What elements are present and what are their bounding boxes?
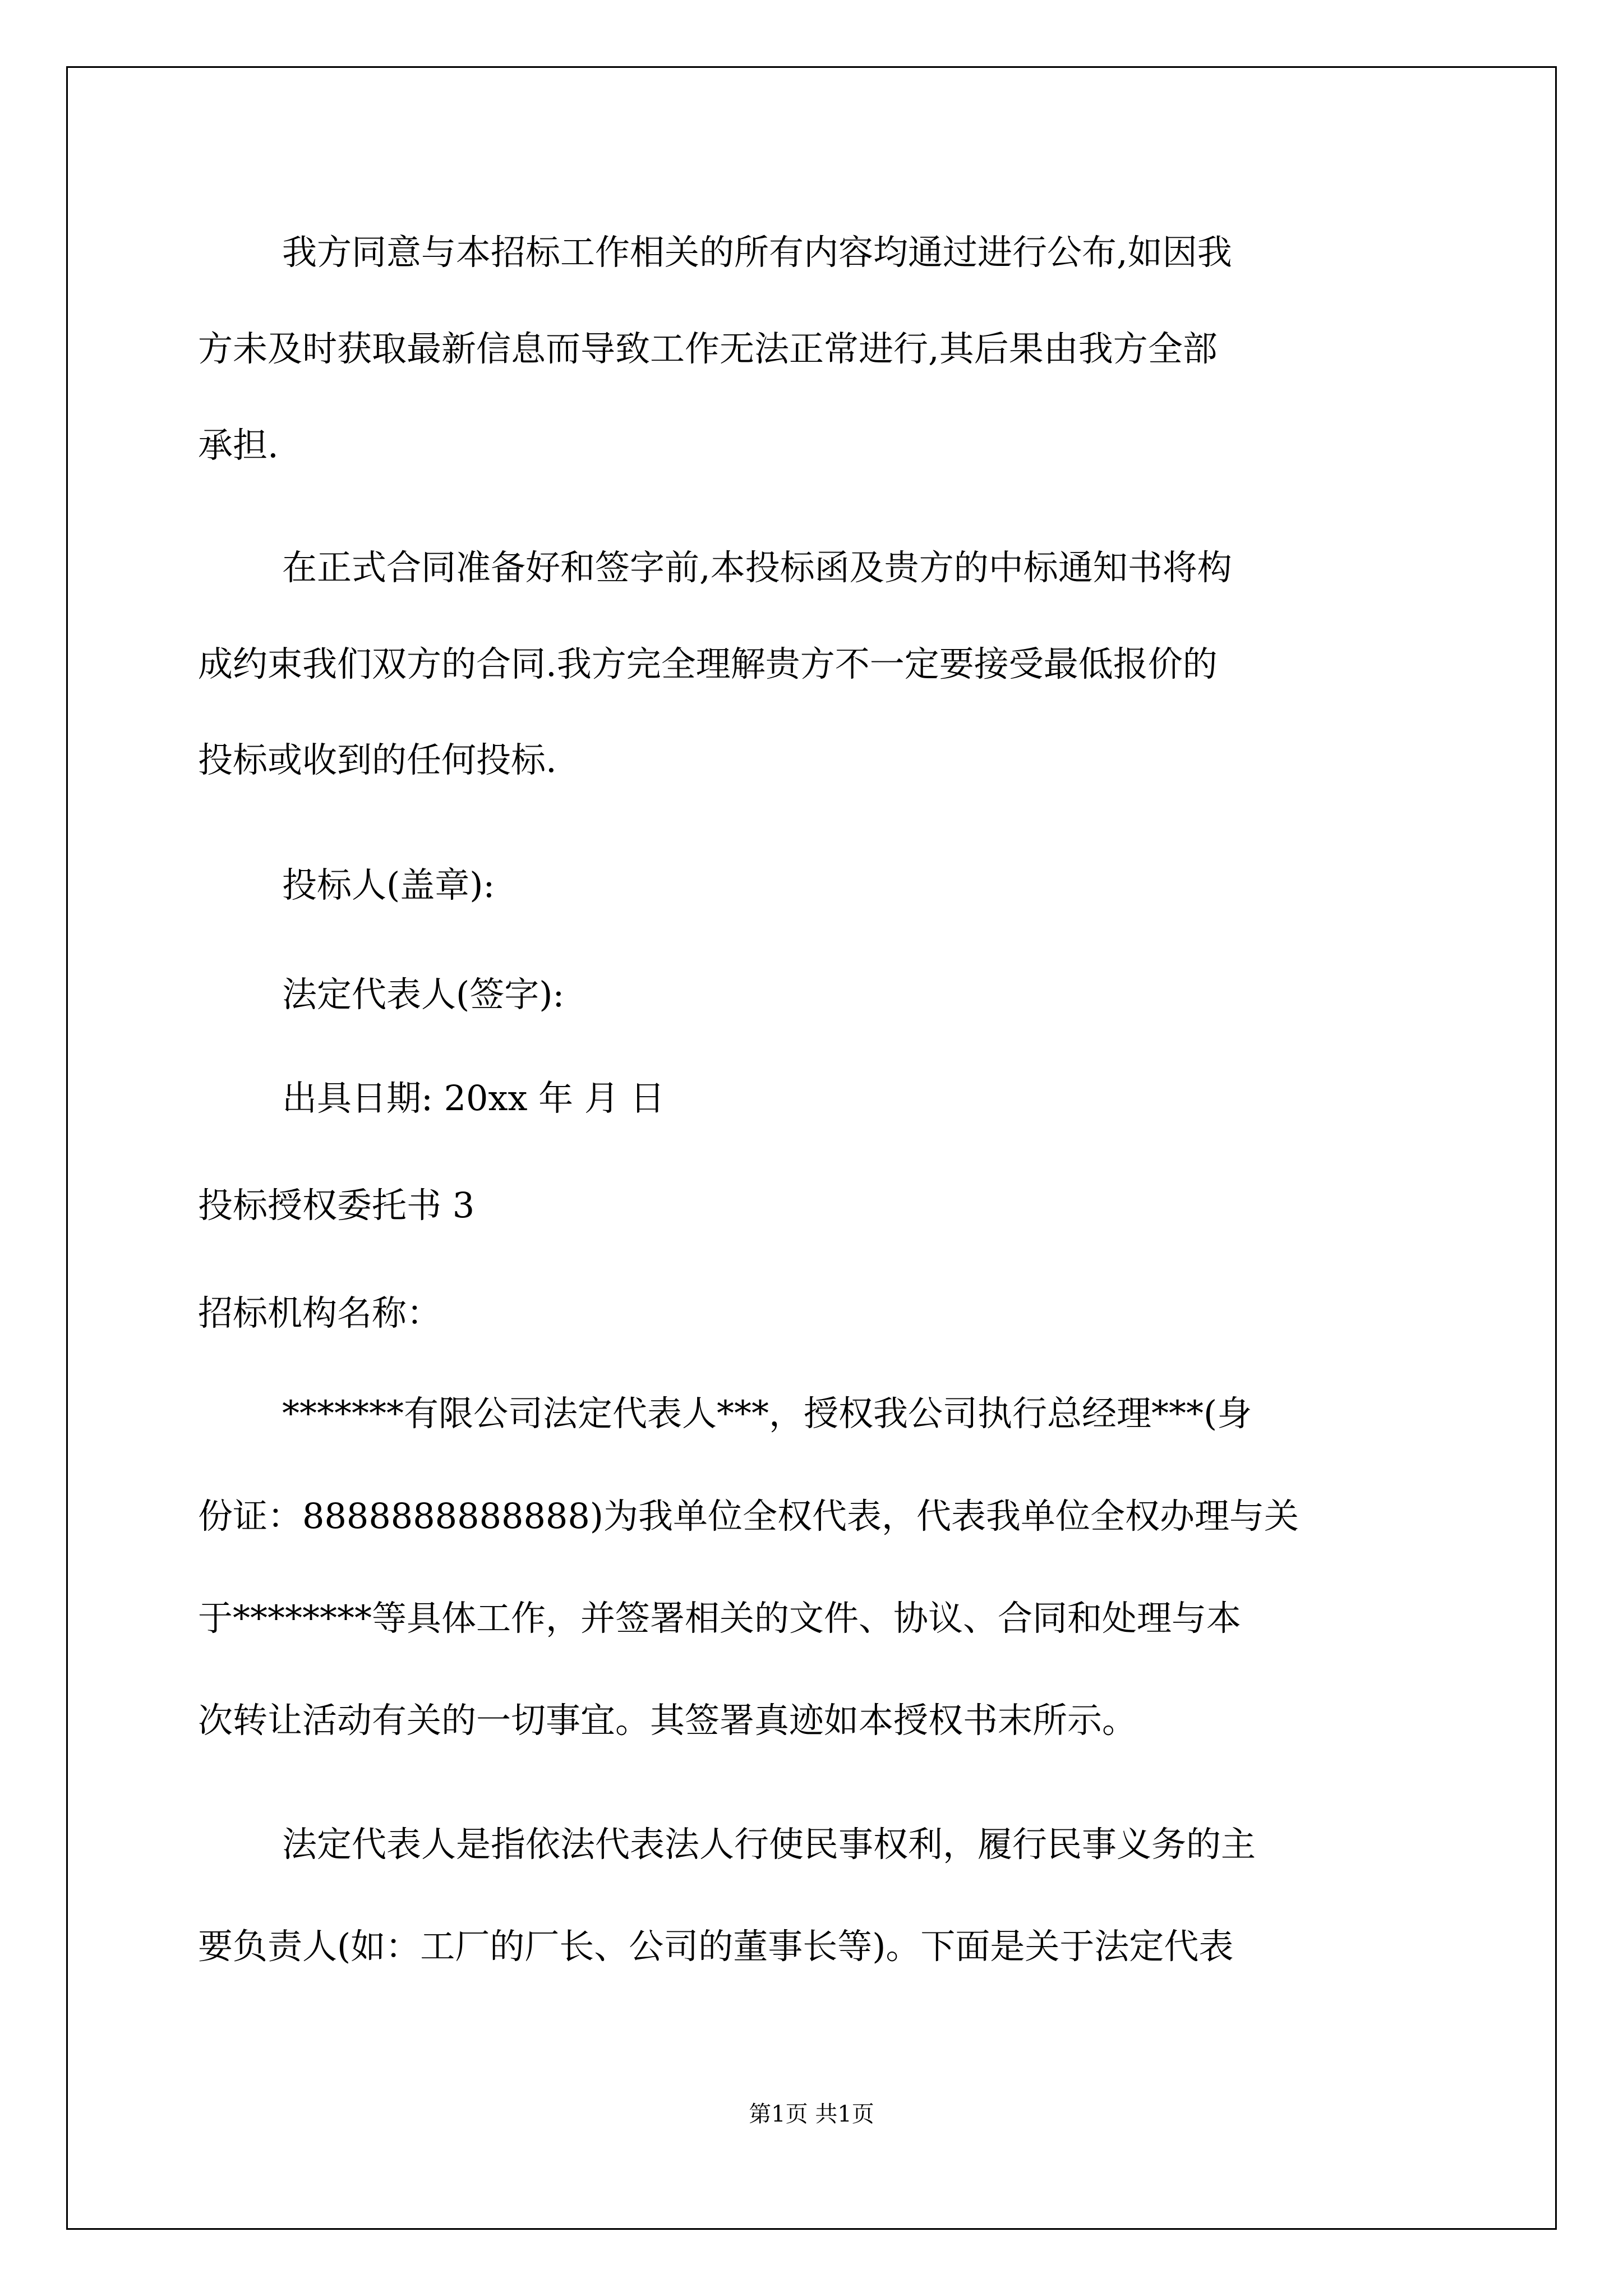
paragraph-line-15: 次转让活动有关的一切事宜。其签署真迹如本授权书末所示。 bbox=[198, 1700, 1137, 1741]
paragraph-line-16: 法定代表人是指依法代表法人行使民事权利，履行民事义务的主 bbox=[282, 1824, 1256, 1865]
paragraph-line-5: 成约束我们双方的合同.我方完全理解贵方不一定要接受最低报价的 bbox=[198, 643, 1218, 684]
page-footer: 第1页 共1页 bbox=[749, 2101, 874, 2127]
tender-agency-name-line: 招标机构名称： bbox=[198, 1292, 442, 1333]
paragraph-line-1: 我方同意与本招标工作相关的所有内容均通过进行公布,如因我 bbox=[282, 232, 1232, 273]
section-heading: 投标授权委托书 3 bbox=[198, 1185, 475, 1226]
paragraph-line-2: 方未及时获取最新信息而导致工作无法正常进行,其后果由我方全部 bbox=[198, 328, 1218, 369]
paragraph-line-12: *******有限公司法定代表人***，授权我公司执行总经理***(身 bbox=[282, 1393, 1252, 1434]
paragraph-line-17: 要负责人(如：工厂的厂长、公司的董事长等)。下面是关于法定代表 bbox=[198, 1926, 1234, 1967]
legal-rep-signature-line: 法定代表人(签字): bbox=[282, 974, 565, 1015]
page-border bbox=[66, 66, 1557, 2230]
bidder-seal-line: 投标人(盖章): bbox=[282, 864, 495, 905]
paragraph-line-6: 投标或收到的任何投标. bbox=[198, 739, 557, 780]
issue-date-line: 出具日期: 20xx 年 月 日 bbox=[282, 1078, 665, 1119]
paragraph-line-14: 于********等具体工作，并签署相关的文件、协议、合同和处理与本 bbox=[198, 1598, 1242, 1639]
paragraph-line-3: 承担. bbox=[198, 425, 279, 466]
paragraph-line-4: 在正式合同准备好和签字前,本投标函及贵方的中标通知书将构 bbox=[282, 547, 1232, 588]
paragraph-line-13: 份证：8888888888888)为我单位全权代表，代表我单位全权办理与关 bbox=[198, 1496, 1299, 1536]
